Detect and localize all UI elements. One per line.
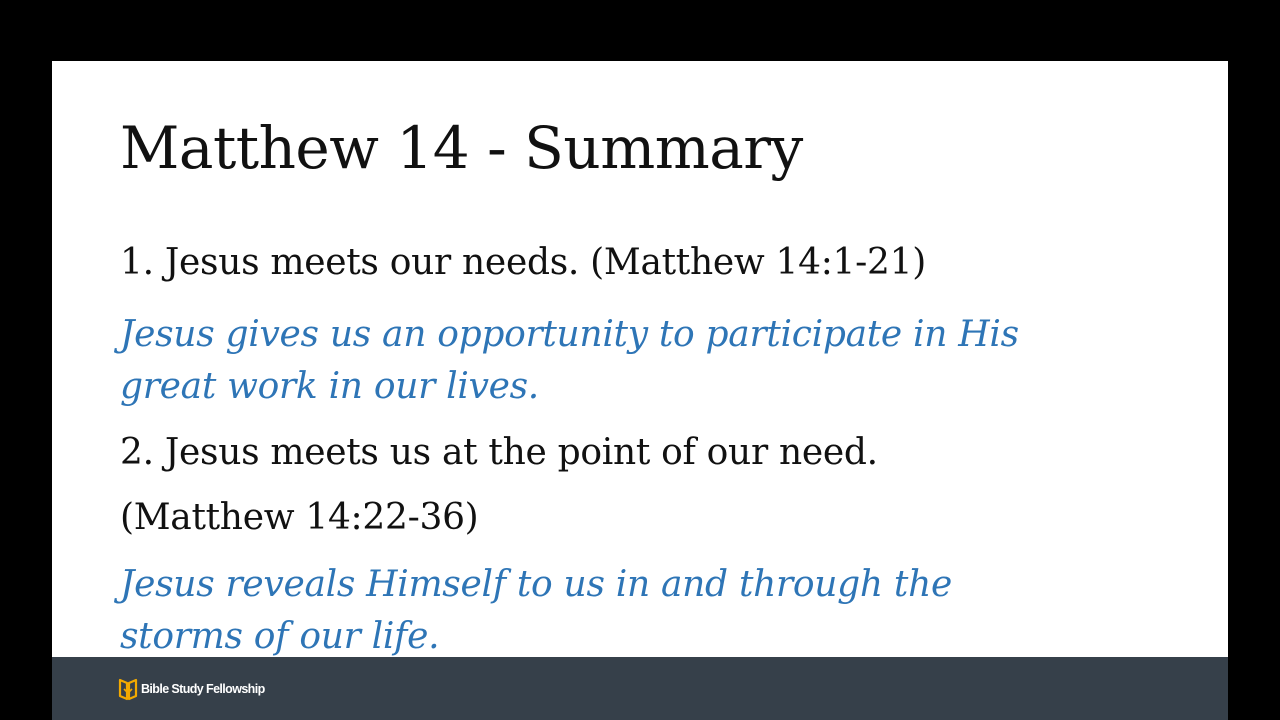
takeaway-2-line-2: storms of our life. — [120, 616, 440, 657]
slide — [52, 61, 1228, 720]
takeaway-1-line-2: great work in our lives. — [120, 366, 539, 407]
takeaway-2-line-1: Jesus reveals Himself to us in and through the — [120, 564, 952, 605]
open-book-icon — [118, 677, 138, 701]
brand-name: Bible Study Fellowship — [141, 682, 265, 696]
point-2-reference: (Matthew 14:22-36) — [120, 497, 479, 538]
point-2-text: 2. Jesus meets us at the point of our need. — [120, 432, 878, 473]
point-1-text: 1. Jesus meets our needs. (Matthew 14:1-21) — [120, 242, 926, 283]
slide-title: Matthew 14 - Summary — [120, 114, 803, 182]
footer-bar — [52, 657, 1228, 720]
takeaway-1-line-1: Jesus gives us an opportunity to participate in His — [120, 314, 1019, 355]
bsf-logo — [118, 677, 265, 701]
